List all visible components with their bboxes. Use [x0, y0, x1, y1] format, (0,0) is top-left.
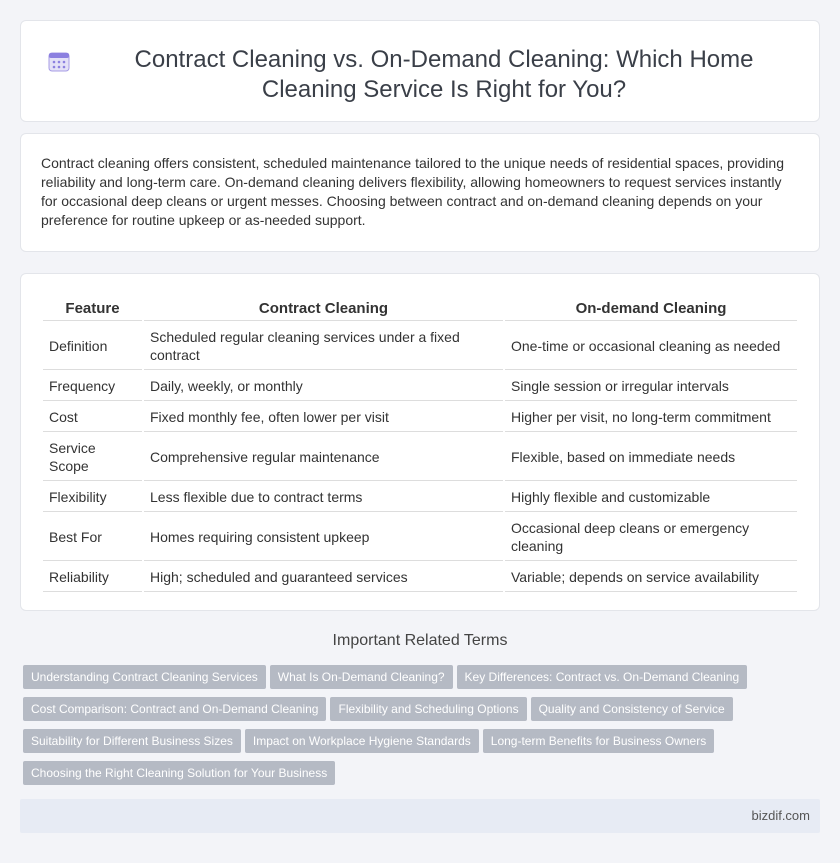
related-term-tag[interactable]: Long-term Benefits for Business Owners — [483, 729, 714, 753]
row-contract: Daily, weekly, or monthly — [144, 372, 503, 401]
row-feature: Cost — [43, 403, 142, 432]
footer — [20, 799, 820, 833]
row-feature: Service Scope — [43, 434, 142, 481]
related-term-tag[interactable]: Flexibility and Scheduling Options — [330, 697, 526, 721]
row-contract: Homes requiring consistent upkeep — [144, 514, 503, 561]
related-terms-list — [23, 665, 823, 793]
comparison-table — [41, 294, 799, 594]
table-header-row — [43, 296, 797, 321]
related-term-tag[interactable]: Choosing the Right Cleaning Solution for Your Business — [23, 761, 335, 785]
related-term-tag[interactable]: Suitability for Different Business Sizes — [23, 729, 241, 753]
page-title: Contract Cleaning vs. On-Demand Cleaning: Which Home Cleaning Service Is Right for You? — [134, 46, 754, 103]
row-on-demand: Single session or irregular intervals — [505, 372, 797, 401]
row-contract: High; scheduled and guaranteed services — [144, 563, 503, 592]
row-contract: Less flexible due to contract terms — [144, 483, 503, 512]
related-term-tag[interactable]: Impact on Workplace Hygiene Standards — [245, 729, 479, 753]
row-on-demand: Higher per visit, no long-term commitment — [505, 403, 797, 432]
row-contract: Scheduled regular cleaning services under a fixed contract — [144, 323, 503, 370]
footer-site-link[interactable]: bizdif.com — [751, 808, 810, 823]
row-on-demand: Variable; depends on service availability — [505, 563, 797, 592]
table-row — [43, 514, 797, 561]
related-term-tag[interactable]: Quality and Consistency of Service — [531, 697, 733, 721]
title-card — [20, 20, 820, 122]
header-on-demand-cleaning: On-demand Cleaning — [505, 296, 797, 321]
related-term-tag[interactable]: What Is On-Demand Cleaning? — [270, 665, 453, 689]
row-on-demand: Highly flexible and customizable — [505, 483, 797, 512]
related-terms-heading: Important Related Terms — [332, 632, 508, 649]
row-contract: Comprehensive regular maintenance — [144, 434, 503, 481]
table-row — [43, 323, 797, 370]
related-term-tag[interactable]: Cost Comparison: Contract and On-Demand Cleaning — [23, 697, 326, 721]
row-contract: Fixed monthly fee, often lower per visit — [144, 403, 503, 432]
row-feature: Definition — [43, 323, 142, 370]
header-feature: Feature — [43, 296, 142, 321]
related-term-tag[interactable]: Key Differences: Contract vs. On-Demand Cleaning — [457, 665, 748, 689]
intro-paragraph: Contract cleaning offers consistent, scheduled maintenance tailored to the unique needs of residential spaces, providing reliability and long-term care. On-demand cleaning delivers flexibility, allowing homeowners to request services instantly for occasional deep cleans or urgent messes. Choosing between contract and on-demand cleaning depends on your preference for routine upkeep or as-needed support. — [41, 155, 784, 228]
table-row — [43, 434, 797, 481]
row-feature: Frequency — [43, 372, 142, 401]
table-row — [43, 483, 797, 512]
row-on-demand: One-time or occasional cleaning as needed — [505, 323, 797, 370]
row-on-demand: Occasional deep cleans or emergency cleaning — [505, 514, 797, 561]
table-row — [43, 403, 797, 432]
row-feature: Reliability — [43, 563, 142, 592]
row-feature: Flexibility — [43, 483, 142, 512]
table-row — [43, 563, 797, 592]
intro-card — [20, 133, 820, 252]
comparison-table-card — [20, 273, 820, 611]
row-feature: Best For — [43, 514, 142, 561]
row-on-demand: Flexible, based on immediate needs — [505, 434, 797, 481]
table-row — [43, 372, 797, 401]
related-term-tag[interactable]: Understanding Contract Cleaning Services — [23, 665, 266, 689]
header-contract-cleaning: Contract Cleaning — [144, 296, 503, 321]
